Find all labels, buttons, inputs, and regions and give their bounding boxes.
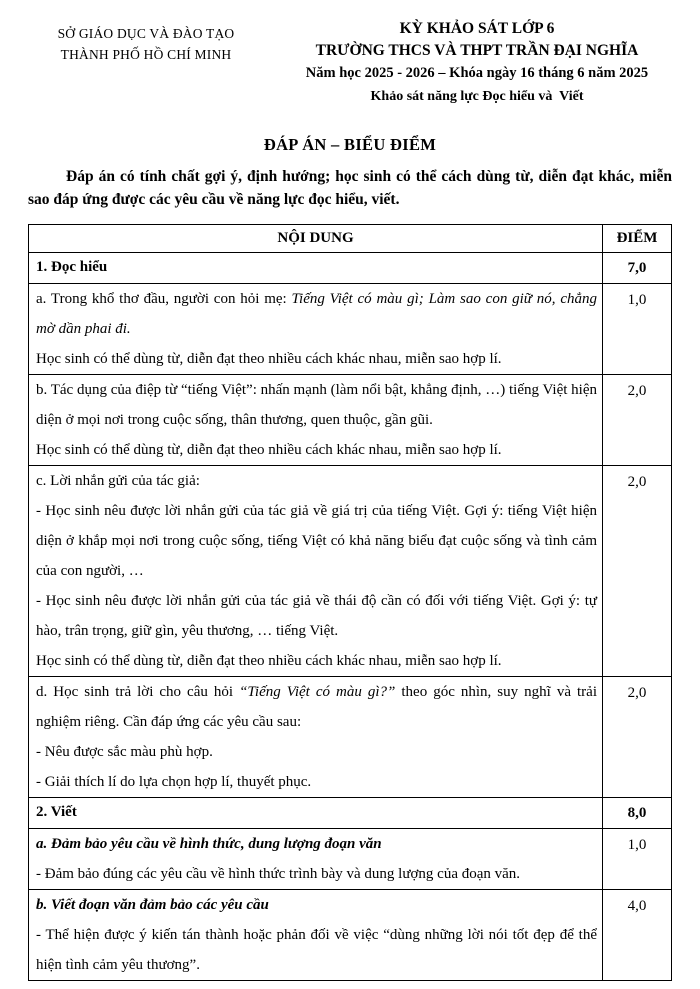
header-row	[29, 225, 672, 253]
section-row	[29, 798, 672, 829]
issuing-authority	[28, 18, 264, 65]
intro-note: Đáp án có tính chất gợi ý, định hướng; học sinh có thể cách dùng từ, diễn đạt khác, miễn sao đáp ứng được các yêu cầu về năng lực đọc hiểu, viết.	[28, 168, 672, 208]
table-header	[29, 225, 672, 253]
content-paragraph	[36, 767, 597, 797]
text-span: - Học sinh nêu được lời nhắn gửi của tác giả về giá trị của tiếng Việt. Gợi ý: tiếng Việt hiện diện ở khắp mọi nơi trong cuộc sống, tiếng Việt có khả năng biểu đạt cuộc sống và tình cảm của con người, …	[36, 503, 597, 579]
row-content-cell	[29, 890, 603, 981]
row-content-cell	[29, 375, 603, 466]
content-paragraph	[36, 344, 597, 374]
table-row	[29, 466, 672, 677]
content-paragraph	[36, 466, 597, 496]
column-header-score: ĐIỂM	[603, 225, 672, 253]
text-span: “Tiếng Việt có màu gì?”	[239, 684, 396, 700]
row-score-cell: 1,0	[603, 284, 672, 375]
content-paragraph	[36, 646, 597, 676]
content-paragraph	[36, 859, 597, 889]
survey-subject-line: Khảo sát năng lực Đọc hiểu và Viết	[370, 89, 584, 104]
table-row	[29, 890, 672, 981]
row-score-cell: 7,0	[603, 253, 672, 284]
text-span: a. Trong khổ thơ đầu, người con hỏi mẹ:	[36, 291, 292, 307]
text-span: a. Đảm bảo yêu cầu về hình thức, dung lượng đoạn văn	[36, 836, 382, 852]
text-span: c. Lời nhắn gửi của tác giả:	[36, 473, 200, 489]
content-paragraph	[36, 798, 597, 826]
text-span: - Nêu được sắc màu phù hợp.	[36, 744, 213, 760]
content-paragraph	[36, 435, 597, 465]
text-span: b. Tác dụng của điệp từ “tiếng Việt”: nhấn mạnh (làm nổi bật, khẳng định, …) tiếng Việt hiện diện ở mọi nơi trong cuộc sống, thân thương, quen thuộc, gần gũi.	[36, 382, 597, 428]
content-paragraph	[36, 586, 597, 646]
row-score-cell: 2,0	[603, 466, 672, 677]
text-span: Học sinh có thể dùng từ, diễn đạt theo nhiều cách khác nhau, miễn sao hợp lí.	[36, 653, 502, 669]
school-name: TRƯỜNG THCS VÀ THPT TRẦN ĐẠI NGHĨA	[315, 42, 639, 59]
text-span: Học sinh có thể dùng từ, diễn đạt theo nhiều cách khác nhau, miễn sao hợp lí.	[36, 351, 502, 367]
answer-key-table	[28, 224, 672, 981]
page-title: ĐÁP ÁN – BIỂU ĐIỂM	[263, 135, 437, 154]
content-paragraph	[36, 737, 597, 767]
content-paragraph	[36, 284, 597, 344]
document-header	[28, 18, 672, 109]
content-paragraph	[36, 829, 597, 859]
exam-name: KỲ KHẢO SÁT LỚP 6	[399, 20, 555, 37]
content-paragraph	[36, 677, 597, 737]
authority-line-2: THÀNH PHỐ HỒ CHÍ MINH	[60, 47, 232, 62]
table-body	[29, 253, 672, 981]
text-span: Tiếng Việt có màu gì; Làm sao con giữ nó, chẳng mờ dần phai đi.	[36, 291, 597, 337]
content-paragraph	[36, 920, 597, 980]
text-span: Học sinh có thể dùng từ, diễn đạt theo nhiều cách khác nhau, miễn sao hợp lí.	[36, 442, 502, 458]
exam-header	[282, 18, 672, 109]
content-paragraph	[36, 496, 597, 586]
column-header-content: NỘI DUNG	[29, 225, 603, 253]
content-paragraph	[36, 890, 597, 920]
row-score-cell: 2,0	[603, 375, 672, 466]
text-span: d. Học sinh trả lời cho câu hỏi	[36, 684, 240, 700]
text-span: - Đảm bảo đúng các yêu cầu về hình thức trình bày và dung lượng của đoạn văn.	[36, 866, 521, 882]
text-span: - Thể hiện được ý kiến tán thành hoặc phản đối về việc “dùng những lời nói tốt đẹp để thể hiện tình cảm yêu thương”.	[36, 927, 597, 973]
table-row	[29, 829, 672, 890]
row-content-cell	[29, 677, 603, 798]
text-span: - Học sinh nêu được lời nhắn gửi của tác giả về thái độ cần có đối với tiếng Việt. Gợi ý: tự hào, trân trọng, giữ gìn, yêu thương, … tiếng Việt.	[36, 593, 597, 639]
table-row	[29, 375, 672, 466]
content-paragraph	[36, 375, 597, 435]
row-content-cell	[29, 798, 603, 829]
content-paragraph	[36, 253, 597, 281]
row-score-cell: 1,0	[603, 829, 672, 890]
row-content-cell	[29, 253, 603, 284]
row-content-cell	[29, 829, 603, 890]
text-span: 2. Viết	[36, 804, 77, 820]
table-row	[29, 677, 672, 798]
row-score-cell: 2,0	[603, 677, 672, 798]
section-row	[29, 253, 672, 284]
row-score-cell: 8,0	[603, 798, 672, 829]
authority-line-1: SỞ GIÁO DỤC VÀ ĐÀO TẠO	[57, 26, 235, 41]
text-span: - Giải thích lí do lựa chọn hợp lí, thuyết phục.	[36, 774, 312, 790]
table-row	[29, 284, 672, 375]
text-span: 1. Đọc hiểu	[36, 259, 108, 275]
row-content-cell	[29, 284, 603, 375]
row-content-cell	[29, 466, 603, 677]
school-year-line: Năm học 2025 - 2026 – Khóa ngày 16 tháng 6 năm 2025	[305, 65, 649, 81]
text-span: theo góc nhìn, suy nghĩ và trải nghiệm riêng. Cần đáp ứng các yêu cầu sau:	[36, 684, 597, 730]
text-span: b. Viết đoạn văn đảm bảo các yêu cầu	[36, 897, 269, 913]
row-score-cell: 4,0	[603, 890, 672, 981]
